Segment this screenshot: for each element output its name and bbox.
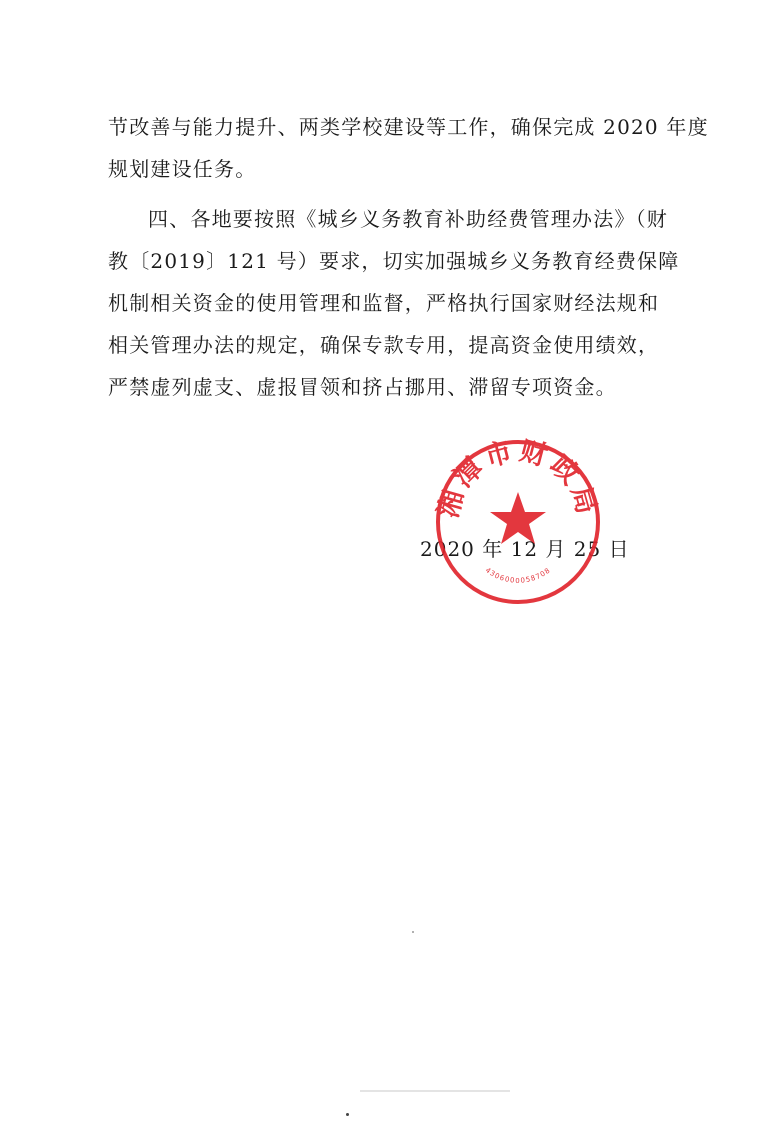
seal-star-icon xyxy=(490,492,546,544)
body-line-2: 规划建设任务。 xyxy=(108,157,257,181)
seal-name: 湘潭市财政局 xyxy=(432,436,604,522)
body-line-3: 四、各地要按照《城乡义务教育补助经费管理办法》（财 xyxy=(148,207,668,231)
issue-date: 2020 年 12 月 25 日 xyxy=(420,537,630,561)
scan-artifact xyxy=(360,1090,510,1092)
body-line-1: 节改善与能力提升、两类学校建设等工作，确保完成 2020 年度 xyxy=(108,115,709,139)
seal-code: 4306000058708 xyxy=(483,566,553,585)
body-line-6: 相关管理办法的规定，确保专款专用，提高资金使用绩效， xyxy=(108,333,660,357)
body-line-5: 机制相关资金的使用管理和监督，严格执行国家财经法规和 xyxy=(108,291,660,315)
official-seal xyxy=(432,436,604,608)
scan-speck xyxy=(346,1113,349,1116)
body-line-4: 教〔2019〕121 号）要求，切实加强城乡义务教育经费保障 xyxy=(108,249,680,273)
body-line-7: 严禁虚列虚支、虚报冒领和挤占挪用、滞留专项资金。 xyxy=(108,375,617,399)
scan-speck xyxy=(412,931,414,933)
seal-code-text xyxy=(484,566,552,585)
